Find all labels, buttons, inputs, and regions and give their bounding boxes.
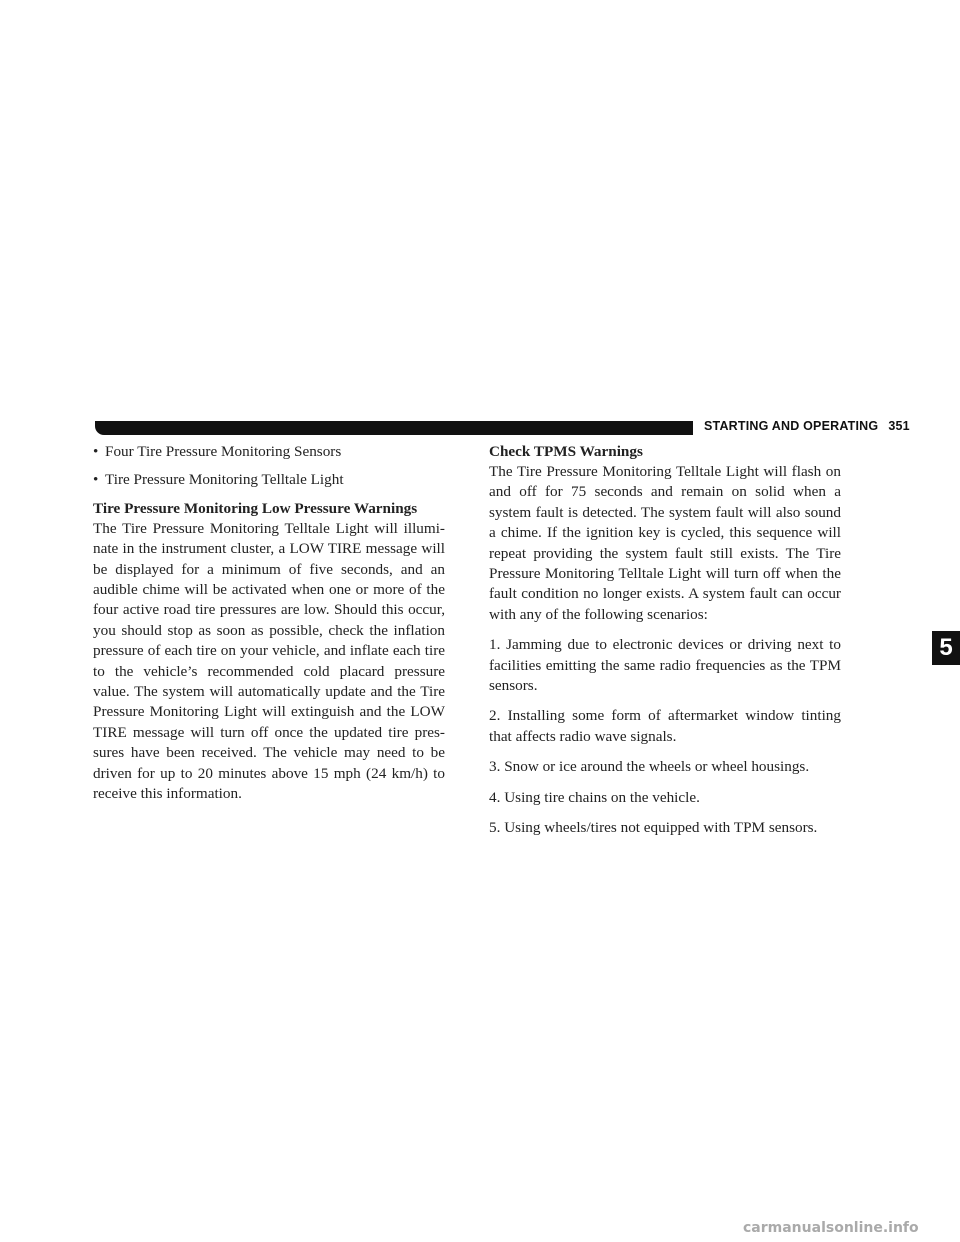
list-item: 5. Using wheels/tires not equipped with TPM sensors. xyxy=(489,819,818,837)
section-heading: Check TPMS Warnings xyxy=(489,443,643,460)
watermark: carmanualsonline.info xyxy=(743,1220,919,1236)
bullet-icon: • xyxy=(93,443,99,460)
page-number: 351 xyxy=(888,419,910,433)
bullet-item xyxy=(93,470,445,490)
left-column xyxy=(93,442,445,805)
section-heading: Tire Pressure Monitoring Low Pressure Warnings xyxy=(93,499,418,517)
bullet-text: Four Tire Pressure Monitoring Sensors xyxy=(105,443,342,460)
list-item: 2. Installing some form of aftermarket window tinting that affects radio wave signals. xyxy=(489,707,841,745)
section-title: STARTING AND OPERATING xyxy=(704,419,879,433)
right-column xyxy=(489,442,841,849)
bullet-item xyxy=(93,442,445,462)
bullet-text: Tire Pressure Monitoring Telltale Light xyxy=(105,471,344,489)
list-item: 4. Using tire chains on the vehicle. xyxy=(489,788,700,806)
chapter-tab: 5 xyxy=(932,631,960,665)
body-paragraph: The Tire Pressure Monitoring Telltale Light will flash on and off for 75 seconds and remain on solid when a system fault is detected. The system fault will also sound a chime. If the ignition key is cycled, this sequence will repeat providing the system fault still exists. The Tire Pressure Monitoring Telltale Light will turn off when the fault condition no longer exists. A system fault can occur with any of the following scenarios: xyxy=(489,463,841,623)
list-item: 3. Snow or ice around the wheels or wheel housings. xyxy=(489,758,810,776)
running-header xyxy=(704,419,910,433)
header-bar xyxy=(95,421,693,435)
bullet-icon: • xyxy=(93,471,99,489)
list-item: 1. Jamming due to electronic devices or driving next to facilities emitting the same radio frequencies as the TPM sensors. xyxy=(489,636,841,695)
body-paragraph: The Tire Pressure Monitoring Telltale Light will illumi-nate in the instrument cluster, a LOW TIRE message will be displayed for a minimum of five seconds, and an audible chime will be activated when one or more of the four active road tire pressures are low. Should this occur, you should stop as soon as possible, check the inflation pressure of each tire on your vehicle, and inflate each tire to the vehicle’s recommended cold placard pressure value. The system will automatically update and the Tire Pressure Monitoring Light will extinguish and the LOW TIRE message will turn off once the updated tire pres-sures have been received. The vehicle may need to be driven for up to 20 minutes above 15 mph (24 km/h) to receive this information. xyxy=(93,519,445,803)
